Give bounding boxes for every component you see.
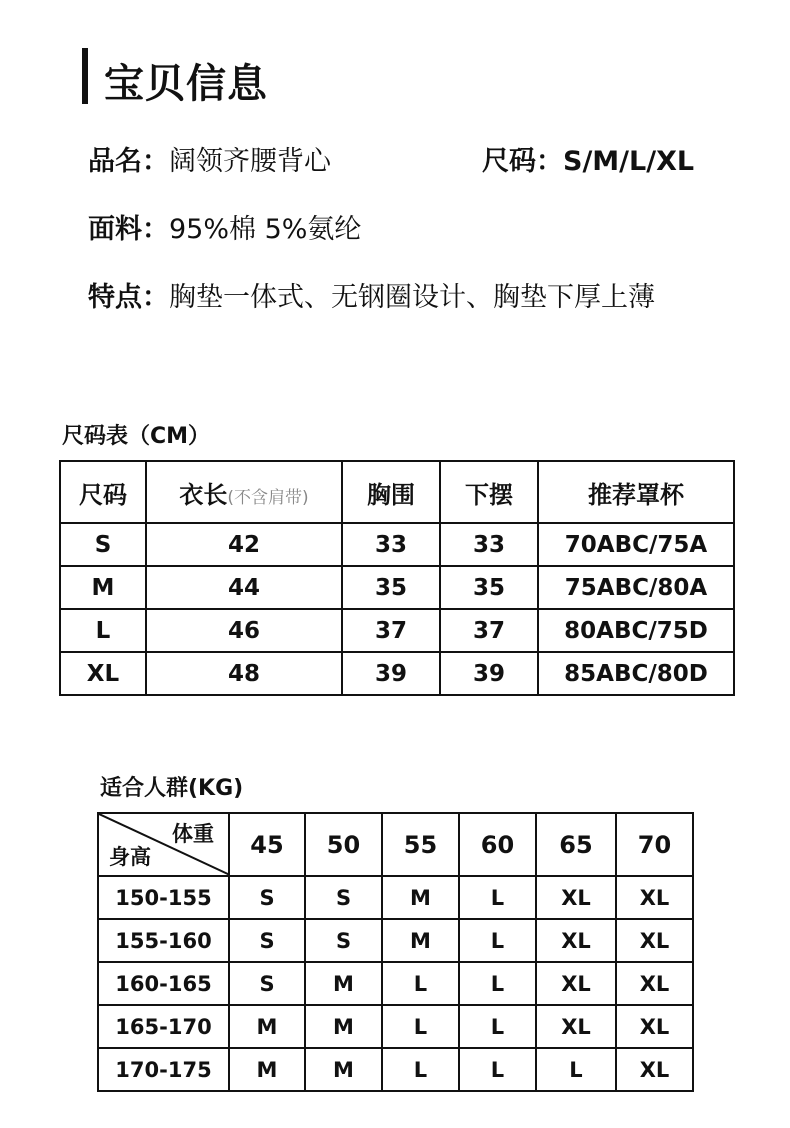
size-cell-size: L bbox=[60, 609, 146, 652]
product-name-label: 品名： bbox=[88, 146, 169, 177]
size-table-caption: 尺码表（CM） bbox=[62, 424, 211, 449]
page-title: 宝贝信息 bbox=[104, 61, 268, 107]
header-length-label: 衣长 bbox=[179, 480, 228, 509]
size-table-row bbox=[60, 523, 734, 566]
size-cell-bust: 39 bbox=[342, 652, 440, 695]
size-table-row bbox=[60, 652, 734, 695]
corner-header bbox=[98, 813, 229, 876]
size-cell-bust: 33 bbox=[342, 523, 440, 566]
recommended-size-cell: L bbox=[536, 1048, 616, 1091]
feature-line bbox=[88, 280, 655, 316]
recommended-size-cell: M bbox=[382, 919, 459, 962]
header-length bbox=[146, 461, 342, 523]
size-cell-size: XL bbox=[60, 652, 146, 695]
fabric-label: 面料： bbox=[88, 214, 169, 245]
recommended-size-cell: S bbox=[229, 919, 305, 962]
product-name-value: 阔领齐腰背心 bbox=[169, 146, 331, 177]
fit-table-row bbox=[98, 1005, 693, 1048]
feature-value: 胸垫一体式、无钢圈设计、胸垫下厚上薄 bbox=[169, 282, 655, 313]
size-cell-cup: 75ABC/80A bbox=[538, 566, 734, 609]
height-range-cell: 160-165 bbox=[98, 962, 229, 1005]
recommended-size-cell: XL bbox=[536, 962, 616, 1005]
product-name-line bbox=[88, 144, 331, 180]
recommended-size-cell: L bbox=[459, 919, 536, 962]
size-cell-size: M bbox=[60, 566, 146, 609]
recommended-size-cell: XL bbox=[536, 1005, 616, 1048]
weight-header: 70 bbox=[616, 813, 693, 876]
fit-table-row bbox=[98, 919, 693, 962]
size-table-row bbox=[60, 566, 734, 609]
size-cell-cup: 80ABC/75D bbox=[538, 609, 734, 652]
fit-table-caption: 适合人群(KG) bbox=[100, 776, 244, 801]
recommended-size-cell: L bbox=[459, 876, 536, 919]
recommended-size-cell: M bbox=[229, 1005, 305, 1048]
recommended-size-cell: M bbox=[229, 1048, 305, 1091]
recommended-size-cell: L bbox=[459, 1048, 536, 1091]
corner-weight-label: 体重 bbox=[172, 822, 214, 846]
height-range-cell: 155-160 bbox=[98, 919, 229, 962]
fit-table-row bbox=[98, 876, 693, 919]
recommended-size-cell: XL bbox=[616, 1005, 693, 1048]
size-cell-cup: 85ABC/80D bbox=[538, 652, 734, 695]
height-range-cell: 170-175 bbox=[98, 1048, 229, 1091]
recommended-size-cell: S bbox=[229, 962, 305, 1005]
weight-header: 60 bbox=[459, 813, 536, 876]
recommended-size-cell: L bbox=[382, 1005, 459, 1048]
size-chart-table bbox=[59, 460, 735, 696]
recommended-size-cell: L bbox=[459, 1005, 536, 1048]
size-cell-hem: 35 bbox=[440, 566, 538, 609]
size-cell-hem: 39 bbox=[440, 652, 538, 695]
size-table-header-row bbox=[60, 461, 734, 523]
size-cell-cup: 70ABC/75A bbox=[538, 523, 734, 566]
size-options-value: S/M/L/XL bbox=[563, 146, 695, 177]
recommended-size-cell: XL bbox=[616, 962, 693, 1005]
size-options-label: 尺码： bbox=[482, 146, 563, 177]
size-cell-length: 48 bbox=[146, 652, 342, 695]
fit-table-header-row bbox=[98, 813, 693, 876]
recommended-size-cell: XL bbox=[536, 919, 616, 962]
header-length-note: (不含肩带) bbox=[227, 487, 309, 508]
height-range-cell: 150-155 bbox=[98, 876, 229, 919]
size-cell-bust: 37 bbox=[342, 609, 440, 652]
header-cup: 推荐罩杯 bbox=[538, 461, 734, 523]
recommended-size-cell: L bbox=[382, 1048, 459, 1091]
fabric-line bbox=[88, 212, 361, 248]
recommended-size-cell: S bbox=[305, 919, 382, 962]
recommended-size-cell: L bbox=[459, 962, 536, 1005]
height-range-cell: 165-170 bbox=[98, 1005, 229, 1048]
recommended-size-cell: M bbox=[305, 1005, 382, 1048]
weight-header: 45 bbox=[229, 813, 305, 876]
fabric-value: 95%棉 5%氨纶 bbox=[169, 214, 362, 245]
recommended-size-cell: M bbox=[382, 876, 459, 919]
size-cell-hem: 33 bbox=[440, 523, 538, 566]
weight-header: 50 bbox=[305, 813, 382, 876]
size-table-row bbox=[60, 609, 734, 652]
fit-table-row bbox=[98, 1048, 693, 1091]
recommended-size-cell: M bbox=[305, 1048, 382, 1091]
size-cell-hem: 37 bbox=[440, 609, 538, 652]
recommended-size-cell: XL bbox=[616, 1048, 693, 1091]
size-cell-length: 46 bbox=[146, 609, 342, 652]
size-cell-length: 44 bbox=[146, 566, 342, 609]
recommended-size-cell: L bbox=[382, 962, 459, 1005]
heading-accent-bar bbox=[82, 48, 88, 104]
size-cell-bust: 35 bbox=[342, 566, 440, 609]
header-size: 尺码 bbox=[60, 461, 146, 523]
header-bust: 胸围 bbox=[342, 461, 440, 523]
recommended-size-cell: M bbox=[305, 962, 382, 1005]
feature-label: 特点： bbox=[88, 282, 169, 313]
recommended-size-cell: S bbox=[229, 876, 305, 919]
fit-table-row bbox=[98, 962, 693, 1005]
weight-header: 55 bbox=[382, 813, 459, 876]
fit-guide-table bbox=[97, 812, 694, 1092]
size-cell-size: S bbox=[60, 523, 146, 566]
size-options-line bbox=[482, 144, 694, 180]
size-cell-length: 42 bbox=[146, 523, 342, 566]
header-hem: 下摆 bbox=[440, 461, 538, 523]
recommended-size-cell: S bbox=[305, 876, 382, 919]
corner-height-label: 身高 bbox=[109, 845, 151, 869]
recommended-size-cell: XL bbox=[616, 876, 693, 919]
recommended-size-cell: XL bbox=[616, 919, 693, 962]
weight-header: 65 bbox=[536, 813, 616, 876]
recommended-size-cell: XL bbox=[536, 876, 616, 919]
